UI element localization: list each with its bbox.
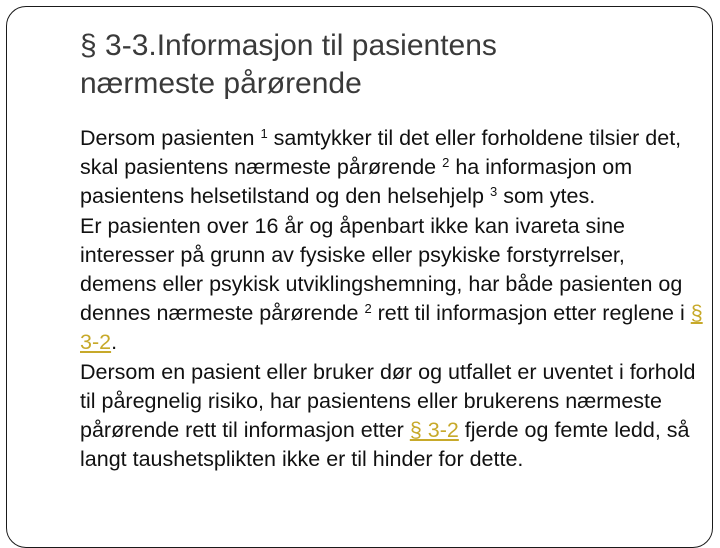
- text: ha informasjon om pasientens helsetilstand og den helsehjelp: [80, 155, 633, 209]
- text: rett til informasjon etter reglene i: [371, 301, 691, 326]
- section-3-2-link[interactable]: § 3-2: [409, 418, 459, 443]
- text: som ytes.: [497, 184, 596, 209]
- paragraph-over-16: [80, 212, 705, 358]
- text: Dersom pasienten: [80, 126, 261, 150]
- footnote-marker: 3: [490, 184, 498, 200]
- footnote-marker: 2: [442, 155, 450, 171]
- footnote-marker: 1: [260, 126, 268, 141]
- slide-title: [80, 27, 700, 103]
- paragraph-death: [80, 358, 705, 475]
- slide-body: [80, 124, 705, 474]
- title-line-1: § 3-3.Informasjon til pasientens: [80, 29, 497, 62]
- text: .: [111, 330, 118, 355]
- text: fjerde og femte ledd, så langt taushetsplikten ikke er til hinder for dette.: [80, 418, 690, 472]
- title-line-2: nærmeste pårørende: [80, 67, 362, 100]
- text: Er pasienten over 16 år og åpenbart ikke kan ivareta sine interesser på grunn av fysiske eller psykiske forstyrrelser, demens eller psykisk utviklingshemning, har både pasienten og dennes nærmeste pårørende: [80, 213, 683, 326]
- paragraph-consent: [80, 124, 705, 212]
- text: samtykker til det eller forholdene tilsier det, skal pasientens nærmeste pårørende: [80, 126, 682, 180]
- footnote-marker: 2: [364, 301, 372, 317]
- section-3-2-link[interactable]: § 3-2: [80, 301, 703, 355]
- slide: [6, 6, 713, 548]
- text: Dersom en pasient eller bruker dør og utfallet er uventet i forhold til påregnelig risiko, har pasientens eller brukerens nærmeste pårørende rett til informasjon etter: [80, 359, 696, 443]
